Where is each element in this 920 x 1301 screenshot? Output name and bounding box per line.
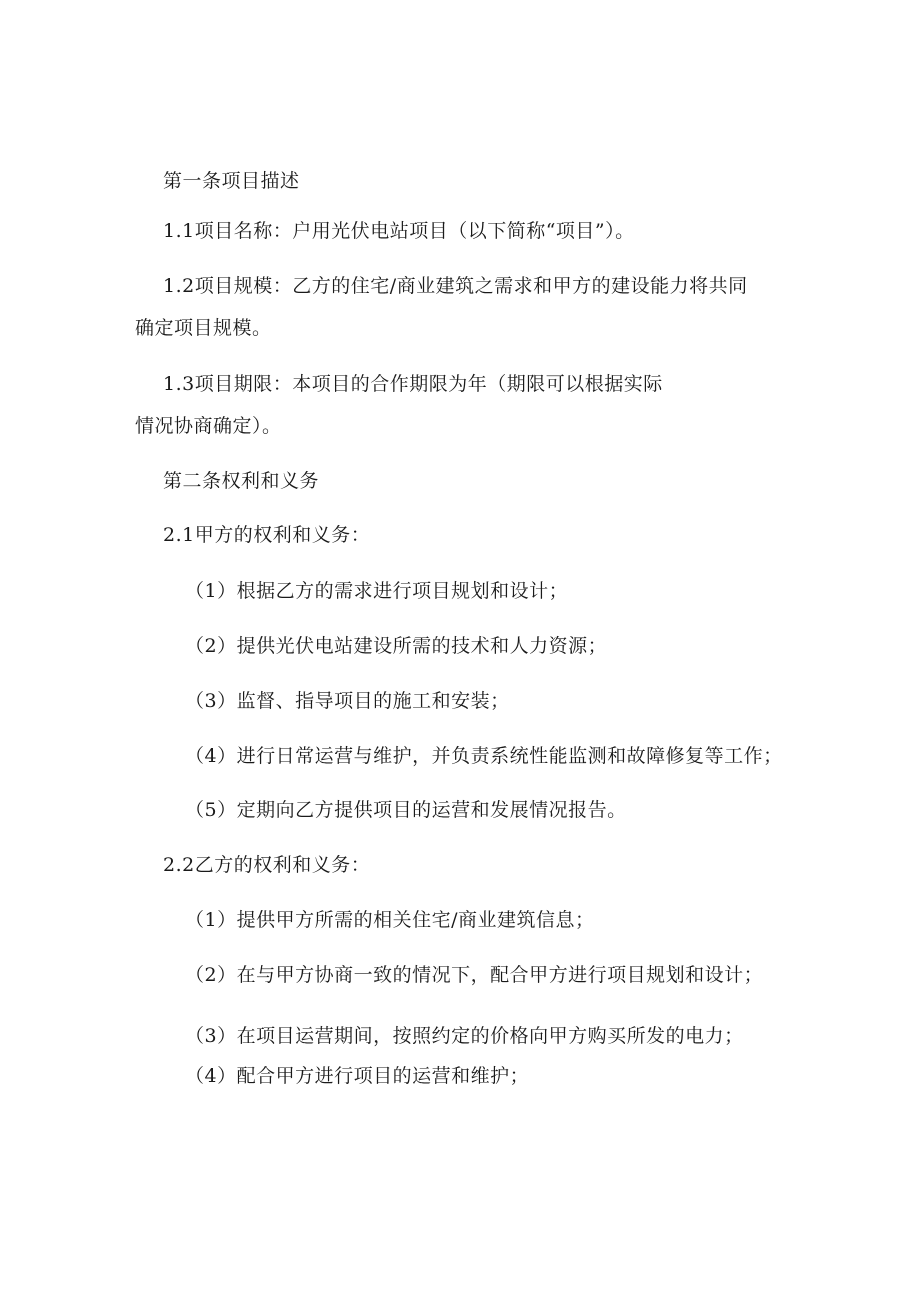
party-b-item: （4）配合甲方进行项目的运营和维护； [185,1065,530,1087]
section-2-heading: 第二条权利和义务 [163,470,320,492]
item-1-1: 1.1项目名称：户用光伏电站项目（以下简称“项目”）。 [163,220,635,242]
party-b-item: （2）在与甲方协商一致的情况下，配合甲方进行项目规划和设计； [185,964,764,986]
section-1-heading: 第一条项目描述 [163,170,300,192]
item-1-3-line1: 1.3项目期限：本项目的合作期限为年（期限可以根据实际 [163,373,663,395]
party-b-item: （3）在项目运营期间，按照约定的价格向甲方购买所发的电力； [185,1025,744,1047]
item-1-3-line2: 情况协商确定）。 [135,415,282,437]
party-b-item: （1）提供甲方所需的相关住宅/商业建筑信息； [185,909,595,931]
item-1-2-line2: 确定项目规模。 [135,317,272,339]
party-a-item: （4）进行日常运营与维护，并负责系统性能监测和故障修复等工作； [185,745,783,767]
item-1-2-line1: 1.2项目规模：乙方的住宅/商业建筑之需求和甲方的建设能力将共同 [163,275,748,297]
party-a-item: （2）提供光伏电站建设所需的技术和人力资源； [185,635,608,657]
party-b-title: 2.2乙方的权利和义务： [163,854,371,876]
party-a-title: 2.1甲方的权利和义务： [163,524,371,546]
party-a-item: （5）定期向乙方提供项目的运营和发展情况报告。 [185,799,627,821]
party-a-item: （1）根据乙方的需求进行项目规划和设计； [185,580,569,602]
party-a-item: （3）监督、指导项目的施工和安装； [185,690,510,712]
